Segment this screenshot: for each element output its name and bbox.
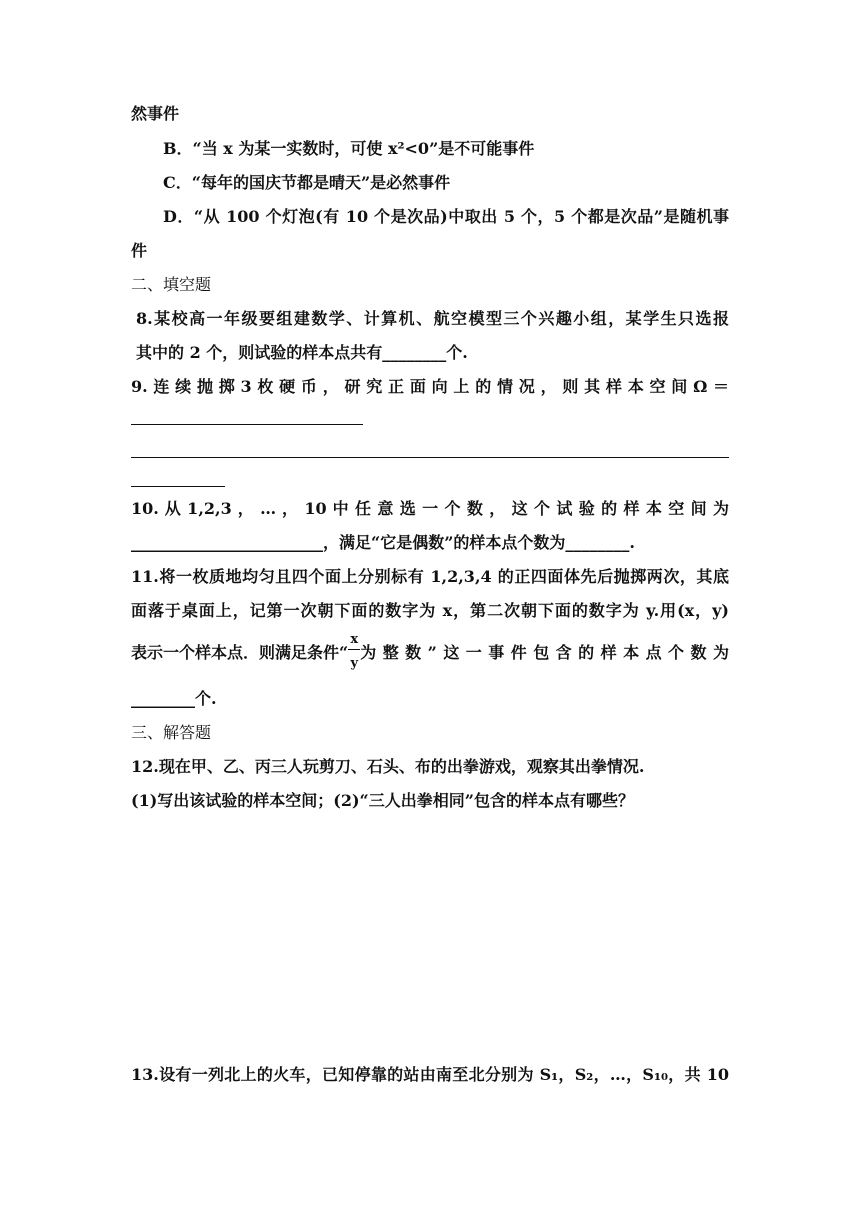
section-fill-in-heading: 二、填空题: [131, 275, 212, 294]
q7-option-c: C．“每年的国庆节都是晴天”是必然事件: [163, 173, 451, 192]
q12-line2: (1)写出该试验的样本空间；(2)“三人出拳相同”包含的样本点有哪些？: [131, 791, 634, 810]
q10-line2: ________________________，满足“它是偶数”的样本点个数为________.: [131, 533, 635, 552]
q9-answer-blank-1: [131, 424, 363, 425]
q11-line2: 面落于桌面上，记第一次朝下面的数字为 x，第二次朝下面的数字为 y.用(x，y): [131, 601, 729, 620]
fraction-numerator: x: [350, 632, 359, 647]
section-answer-heading: 三、解答题: [131, 723, 212, 742]
q11-line3-end: 为整数”这一事件包含的样本点个数为: [360, 643, 729, 662]
q7-option-d-line2: 件: [131, 241, 148, 260]
q11-line1: 11.将一枚质地均匀且四个面上分别标有 1,2,3,4 的正四面体先后抛掷两次，其底: [131, 567, 729, 586]
q8-line2: 其中的 2 个，则试验的样本点共有________个.: [136, 343, 468, 362]
q7-option-d-line1: D．“从 100 个灯泡(有 10 个是次品)中取出 5 个，5 个都是次品”是随机事: [163, 207, 729, 226]
q7-tail: 然事件: [131, 104, 180, 123]
q12-line1: 12.现在甲、乙、丙三人玩剪刀、石头、布的出拳游戏，观察其出拳情况.: [131, 757, 645, 776]
q11-line3-start: 表示一个样本点．则满足条件“: [131, 643, 349, 662]
q9-answer-blank-2: [131, 457, 729, 458]
fraction-denominator: y: [350, 656, 358, 671]
q13-line1: 13.设有一列北上的火车，已知停靠的站由南至北分别为 S₁，S₂，…，S₁₀，共 10: [131, 1065, 729, 1084]
q10-line1: 10. 从 1,2,3 ， … ， 10 中 任 意 选 一 个 数 ， 这 个 试 验 的 样 本 空 间 为: [131, 499, 729, 518]
q11-line3: [131, 632, 729, 671]
q11-line4: ________个.: [131, 689, 217, 708]
q9-answer-blank-3: [131, 486, 225, 487]
q7-option-b: B．“当 x 为某一实数时，可使 x²<0”是不可能事件: [163, 139, 535, 158]
q9-line1: 9. 连 续 抛 掷 3 枚 硬 币 ， 研 究 正 面 向 上 的 情 况 ， 则 其 样 本 空 间 Ω ＝: [131, 377, 729, 396]
q8-line1: 8.某校高一年级要组建数学、计算机、航空模型三个兴趣小组，某学生只选报: [136, 309, 729, 328]
x-over-y-fraction: [348, 632, 360, 671]
